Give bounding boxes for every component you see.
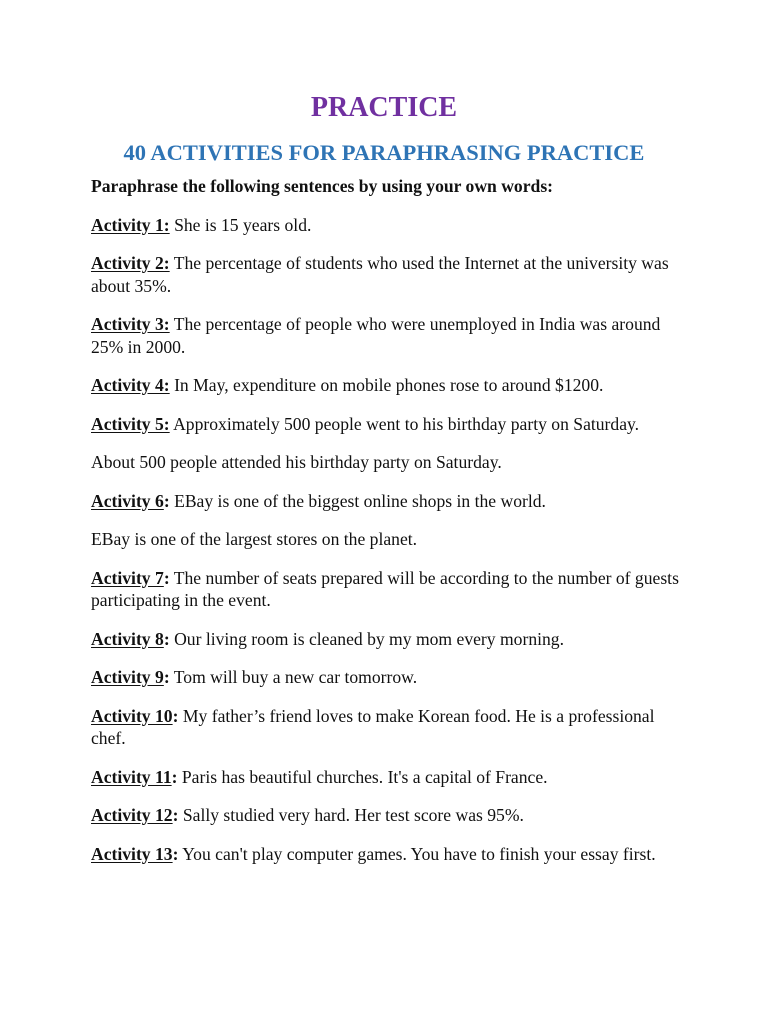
activity-label: Activity 2: [91, 253, 170, 273]
activity-label: Activity 7 [91, 567, 164, 588]
activity-label: Activity 6 [91, 490, 164, 511]
activity-label-colon: : [163, 490, 170, 511]
activity-label-colon: : [172, 843, 179, 864]
activity-label: Activity 1: [91, 214, 170, 235]
activity-item [91, 374, 691, 397]
activity-sentence: Approximately 500 people went to his birthday party on Saturday. [169, 413, 640, 434]
activity-sentence: In May, expenditure on mobile phones rose to around $1200. [169, 375, 604, 395]
activity-label: Activity 9 [91, 667, 164, 687]
activity-item [91, 313, 691, 358]
instruction-text: Paraphrase the following sentences by using your own words: [91, 176, 554, 196]
activity-sentence: The percentage of students who used the Internet at the university was about 35%. [91, 253, 669, 296]
page-subtitle: 40 ACTIVITIES FOR PARAPHRASING PRACTICE [123, 140, 645, 165]
activity-sentence: The number of seats prepared will be according to the number of guests participating in the event. [91, 567, 679, 610]
activity-label-colon: : [172, 705, 179, 726]
paraphrase-answer: EBay is one of the largest stores on the planet. [91, 529, 418, 549]
activity-item [91, 666, 691, 689]
activity-label: Activity 4: [91, 375, 170, 395]
activity-item [91, 413, 691, 436]
activity-sentence: Sally studied very hard. Her test score was 95%. [178, 805, 524, 825]
activity-item [91, 705, 691, 750]
activity-label-colon: : [163, 628, 170, 649]
activity-item [91, 214, 691, 237]
activity-list [91, 214, 691, 866]
activity-label: Activity 13 [91, 843, 173, 864]
activity-sentence: The percentage of people who were unemployed in India was around 25% in 2000. [91, 314, 661, 357]
activity-label: Activity 3: [91, 314, 170, 334]
activity-label-colon: : [171, 766, 178, 787]
activity-item [91, 628, 691, 651]
activity-sentence: Paris has beautiful churches. It's a capital of France. [177, 766, 548, 787]
activity-sentence: You can't play computer games. You have to finish your essay first. [178, 843, 656, 864]
activity-label-colon: : [163, 667, 170, 687]
activity-label: Activity 12 [91, 805, 173, 825]
activity-item [91, 843, 691, 866]
activity-sentence: EBay is one of the biggest online shops in the world. [169, 490, 546, 511]
document-body [91, 175, 691, 881]
activity-item [91, 490, 691, 513]
activity-item [91, 804, 691, 827]
activity-sentence: My father’s friend loves to make Korean food. He is a professional chef. [91, 705, 655, 748]
activity-item [91, 252, 691, 297]
activity-item [91, 567, 691, 612]
activity-sentence: Our living room is cleaned by my mom every morning. [169, 628, 564, 649]
activity-label: Activity 10 [91, 705, 173, 726]
activity-label: Activity 11 [91, 766, 172, 787]
page-title: PRACTICE [310, 92, 458, 123]
activity-label-colon: : [163, 567, 170, 588]
activity-item [91, 766, 691, 789]
activity-label: Activity 8 [91, 628, 164, 649]
activity-sentence: Tom will buy a new car tomorrow. [169, 667, 418, 687]
activity-label-colon: : [172, 805, 179, 825]
activity-label: Activity 5: [91, 413, 170, 434]
paraphrase-answer: About 500 people attended his birthday party on Saturday. [91, 452, 502, 472]
activity-sentence: She is 15 years old. [169, 214, 312, 235]
